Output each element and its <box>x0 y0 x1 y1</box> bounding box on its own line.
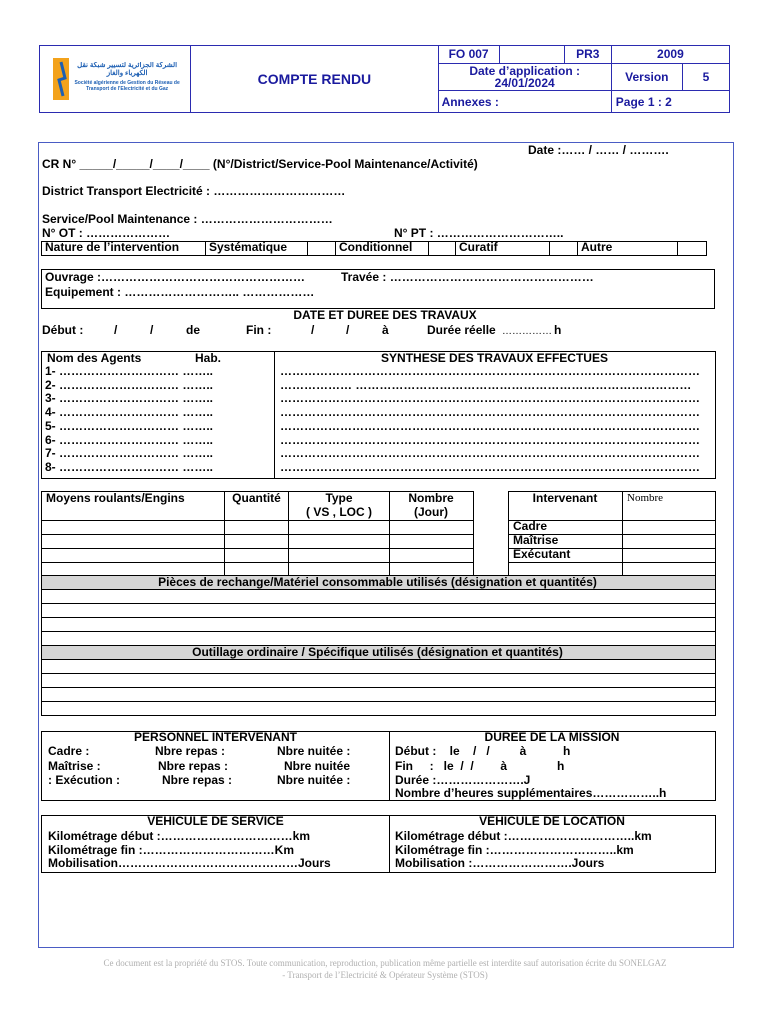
ouvrage-field[interactable]: Ouvrage :…………………………………………… <box>45 270 306 284</box>
travee-field[interactable]: Travée : …………………………………………… <box>341 270 594 284</box>
service-field[interactable]: Service/Pool Maintenance : …………………………… <box>42 212 333 226</box>
vl-km-debut[interactable]: Kilométrage début :…………………………..km <box>395 829 652 843</box>
document-title: COMPTE RENDU <box>191 46 438 113</box>
synthese-row[interactable]: …………………………………………………………………………………………… <box>280 432 700 447</box>
fin-slash-1: / <box>311 323 315 337</box>
vl-km-fin[interactable]: Kilométrage fin :…………………………..km <box>395 843 634 857</box>
synthese-row[interactable]: …………………………………………………………………………………………… <box>280 418 700 433</box>
agent-row[interactable]: 1- ………………………… …….. <box>45 364 214 378</box>
date-application-cell <box>438 63 611 90</box>
nombre-header: Nombre <box>627 492 664 504</box>
footer-line-2: - Transport de l’Electricité & Opérateur Système (STOS) <box>282 970 488 980</box>
date-application-label: Date d’application : <box>469 63 581 78</box>
option-autre[interactable]: Autre <box>581 240 613 254</box>
synthese-row[interactable]: …………………………………………………………………………………………… <box>280 364 700 378</box>
option-curatif[interactable]: Curatif <box>459 240 498 254</box>
footer-disclaimer <box>40 957 730 981</box>
agent-row[interactable]: 8- ………………………… …….. <box>45 459 214 474</box>
logo-emblem-icon <box>51 56 71 102</box>
personnel-execution-nuitee[interactable]: Nbre nuitée : <box>277 773 351 787</box>
personnel-cadre: Cadre : <box>48 744 90 758</box>
logo-text-fr: Société algérienne de Gestion du Réseau de Transport de l'Electricité et du Gaz <box>74 80 180 92</box>
synthese-row[interactable]: …………………………………………………………………………………………… <box>280 391 700 406</box>
agent-row[interactable]: 5- ………………………… …….. <box>45 418 214 433</box>
date-duree-title: DATE ET DUREE DES TRAVAUX <box>293 308 477 322</box>
date-field[interactable]: Date :…… / …… / ………. <box>528 143 669 157</box>
duree-mission-title: DUREE DE LA MISSION <box>484 730 620 744</box>
personnel-maitrise-nuitee[interactable]: Nbre nuitée <box>284 759 351 773</box>
duree-reelle-dots[interactable]: …………… <box>502 326 552 337</box>
duree-h-label: h <box>554 323 562 337</box>
vs-km-debut[interactable]: Kilométrage début :……………………………km <box>48 829 311 843</box>
synthese-row[interactable]: …………………………………………………………………………………………… <box>280 405 700 420</box>
mission-debut[interactable]: Début : le / / à h <box>395 744 571 758</box>
intervenant-maitrise: Maîtrise <box>513 533 559 547</box>
fin-label: Fin : <box>246 323 272 337</box>
personnel-maitrise-repas[interactable]: Nbre repas : <box>158 759 229 773</box>
quantite-header: Quantité <box>232 491 281 505</box>
mission-heures-sup[interactable]: Nombre d’heures supplémentaires……………..h <box>395 786 667 800</box>
annexes-label: Annexes : <box>438 91 611 113</box>
version-value: 5 <box>682 63 729 90</box>
agent-row[interactable]: 2- ………………………… …….. <box>45 377 214 392</box>
district-field[interactable]: District Transport Electricité : …………………………… <box>42 184 346 198</box>
pr-code: PR3 <box>564 46 611 64</box>
intervenant-header: Intervenant <box>532 491 598 505</box>
personnel-execution: : Exécution : <box>48 773 121 787</box>
de-label: de <box>186 323 201 337</box>
agent-row[interactable]: 7- ………………………… …….. <box>45 446 214 461</box>
pt-number-field[interactable]: N° PT : ………………………….. <box>394 226 564 240</box>
moyens-header: Moyens roulants/Engins <box>46 491 185 505</box>
agent-row[interactable]: 3- ………………………… …….. <box>45 391 214 406</box>
cr-number-field[interactable]: CR N° _____/_____/____/____ (N°/District/Service-Pool Maintenance/Activité) <box>42 157 478 171</box>
agent-row[interactable]: 6- ………………………… …….. <box>45 432 214 447</box>
personnel-execution-repas[interactable]: Nbre repas : <box>162 773 233 787</box>
footer-line-1: Ce document est la propriété du STOS. Toute communication, reproduction, publication même partielle est interdite sauf autorisation écrite du SONELGAZ <box>103 958 667 968</box>
company-logo <box>47 52 183 106</box>
fin-slash-2: / <box>346 323 350 337</box>
vs-km-fin[interactable]: Kilométrage fin :……………………………Km <box>48 843 295 857</box>
vl-mobilisation[interactable]: Mobilisation :…………………….Jours <box>395 856 605 870</box>
personnel-title: PERSONNEL INTERVENANT <box>134 730 297 744</box>
doc-code-blank <box>499 46 564 64</box>
doc-code: FO 007 <box>438 46 499 64</box>
personnel-cadre-nuitee[interactable]: Nbre nuitée : <box>277 744 351 758</box>
logo-cell <box>40 46 191 113</box>
nature-intervention-label: Nature de l’intervention <box>45 240 180 254</box>
vehicule-service-title: VEHICULE DE SERVICE <box>147 814 284 828</box>
nombre-jour-header: Nombre (Jour) <box>408 491 454 519</box>
vs-mobilisation[interactable]: Mobilisation………………………………………Jours <box>48 856 331 870</box>
agent-row[interactable]: 4- ………………………… …….. <box>45 405 214 420</box>
logo-text-arabic: الشركة الجزائرية لتسيير شبكة نقل الكهرباء والغاز <box>77 62 178 77</box>
mission-duree[interactable]: Durée :………………….J <box>395 773 531 787</box>
debut-label: Début : <box>42 323 84 337</box>
version-label: Version <box>611 63 682 90</box>
debut-slash-2: / <box>150 323 154 337</box>
personnel-maitrise: Maîtrise : <box>48 759 101 773</box>
pieces-title: Pièces de rechange/Matériel consommable utilisés (désignation et quantités) <box>158 575 597 589</box>
a-label: à <box>382 323 389 337</box>
vehicule-location-title: VEHICULE DE LOCATION <box>479 814 625 828</box>
outillage-title: Outillage ordinaire / Spécifique utilisés (désignation et quantités) <box>192 645 563 659</box>
synthese-header: SYNTHESE DES TRAVAUX EFFECTUES <box>381 351 608 365</box>
duree-reelle-label: Durée réelle <box>427 323 496 337</box>
type-header: Type ( VS , LOC ) <box>306 491 372 519</box>
hab-header: Hab. <box>195 351 222 365</box>
doc-year: 2009 <box>611 46 729 64</box>
personnel-cadre-repas[interactable]: Nbre repas : <box>155 744 226 758</box>
equipement-field[interactable]: Equipement : ……………………….. ……………… <box>45 285 315 299</box>
intervenant-executant: Exécutant <box>513 547 571 561</box>
synthese-row[interactable]: …………………………………………………………………………………………… <box>280 459 700 474</box>
debut-slash-1: / <box>114 323 118 337</box>
synthese-row[interactable]: …………………………………………………………………………………………… <box>280 446 700 461</box>
option-systematique[interactable]: Systématique <box>209 240 288 254</box>
agents-header: Nom des Agents <box>47 351 142 365</box>
document-header <box>39 45 730 113</box>
synthese-row[interactable]: ……………… ………………………………………………………………………… <box>280 377 692 392</box>
intervenant-cadre: Cadre <box>513 519 548 533</box>
mission-fin[interactable]: Fin : le / / à h <box>395 759 565 773</box>
option-conditionnel[interactable]: Conditionnel <box>339 240 413 254</box>
page-label: Page 1 : 2 <box>611 91 729 113</box>
ot-number-field[interactable]: N° OT : ………………… <box>42 226 171 240</box>
date-application-value: 24/01/2024 <box>494 75 555 90</box>
